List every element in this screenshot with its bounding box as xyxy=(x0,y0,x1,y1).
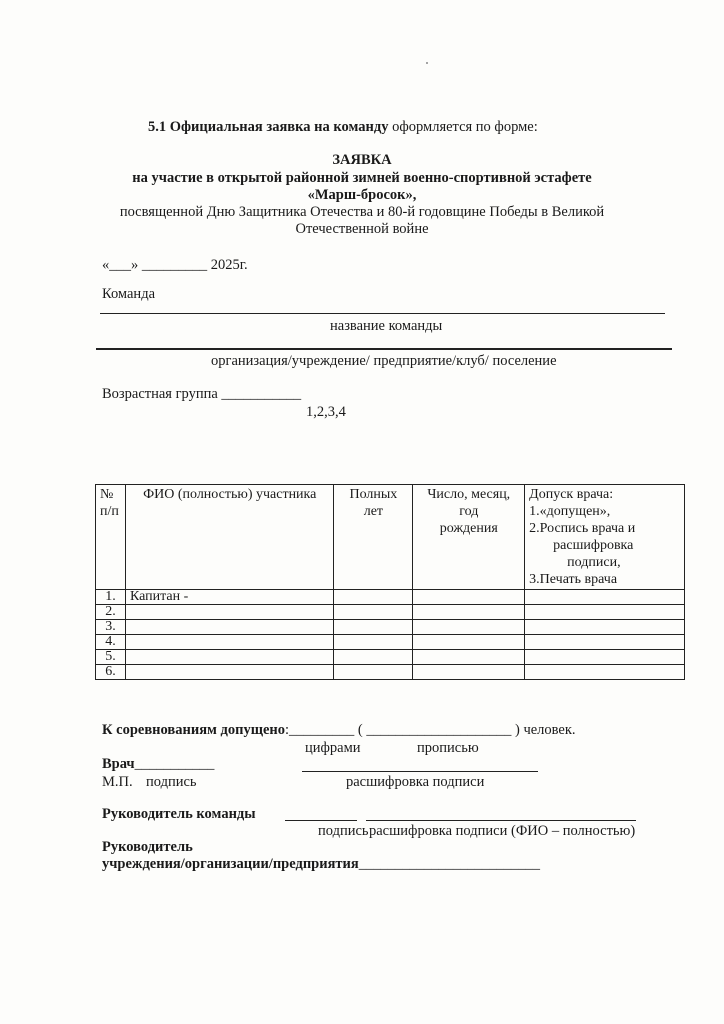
header-age-line: Полных xyxy=(349,487,398,502)
stamp-label: М.П. xyxy=(102,774,133,790)
header-num-line: п/п xyxy=(100,504,119,519)
row-name-cell[interactable]: Капитан - xyxy=(125,590,333,605)
table-row xyxy=(96,665,685,680)
heading-line-4: Отечественной войне xyxy=(295,221,429,237)
org-leader-label-2: учреждения/организации/предприятия xyxy=(102,856,359,872)
row-doctor-cell[interactable] xyxy=(525,605,685,620)
team-org-line[interactable] xyxy=(96,348,672,350)
row-dob-cell[interactable] xyxy=(413,590,525,605)
row-doctor-cell[interactable] xyxy=(525,665,685,680)
row-age-cell[interactable] xyxy=(334,605,413,620)
header-doctor-line: 2.Роспись врача и xyxy=(529,521,636,536)
row-dob-cell[interactable] xyxy=(413,605,525,620)
date-field[interactable]: «___» _________ 2025г. xyxy=(102,257,248,273)
table-row xyxy=(96,620,685,635)
org-leader-label-1: Руководитель xyxy=(102,839,193,855)
heading-line-2: «Марш-бросок», xyxy=(307,187,417,203)
header-doctor-line: Допуск врача: xyxy=(529,487,614,502)
header-doctor-line: подписи, xyxy=(567,555,621,570)
header-dob-line: Число, месяц, xyxy=(427,487,511,502)
row-name-cell[interactable] xyxy=(125,605,333,620)
row-doctor-cell[interactable] xyxy=(525,620,685,635)
row-dob-cell[interactable] xyxy=(413,635,525,650)
header-age xyxy=(334,485,413,590)
team-leader-label: Руководитель команды xyxy=(102,806,256,822)
row-age-cell[interactable] xyxy=(334,650,413,665)
row-name-cell[interactable] xyxy=(125,665,333,680)
team-leader-signature-line[interactable] xyxy=(285,820,357,821)
row-dob-cell[interactable] xyxy=(413,665,525,680)
admitted-line[interactable] xyxy=(102,722,576,739)
row-name-cell[interactable] xyxy=(125,620,333,635)
table-row xyxy=(96,635,685,650)
team-leader-decode-caption: расшифровка подписи (ФИО – полностью) xyxy=(369,823,636,839)
header-dob xyxy=(413,485,525,590)
row-age-cell[interactable] xyxy=(334,590,413,605)
header-dob-line: год xyxy=(459,504,479,519)
table-row xyxy=(96,590,685,605)
row-dob-cell[interactable] xyxy=(413,650,525,665)
participants-table xyxy=(95,484,685,680)
team-label: Команда xyxy=(102,286,156,302)
admitted-bold: К соревнованиям допущено xyxy=(102,722,286,738)
header-num-line: № xyxy=(100,487,114,502)
admitted-caption-words: прописью xyxy=(417,740,479,756)
row-num: 6. xyxy=(96,665,126,680)
header-doctor-line: 1.«допущен», xyxy=(529,504,611,519)
doctor-signature-caption: подпись xyxy=(146,774,197,790)
org-leader-line[interactable] xyxy=(102,856,540,873)
row-num: 3. xyxy=(96,620,126,635)
header-name-line: ФИО (полностью) участника xyxy=(143,487,317,502)
heading-line-3: посвященной Дню Защитника Отечества и 80-й годовщине Победы в Великой xyxy=(119,204,605,220)
header-num xyxy=(96,485,126,590)
header-doctor-line: 3.Печать врача xyxy=(529,572,618,587)
admitted-rest: :_________ ( ____________________ ) человек. xyxy=(285,722,576,738)
table-row xyxy=(96,650,685,665)
team-name-line[interactable] xyxy=(100,313,665,314)
row-dob-cell[interactable] xyxy=(413,620,525,635)
doctor-decode-caption: расшифровка подписи xyxy=(346,774,485,790)
header-age-line: лет xyxy=(363,504,384,519)
team-leader-signature-caption: подпись xyxy=(318,823,369,839)
doctor-label: Врач xyxy=(102,756,135,772)
row-age-cell[interactable] xyxy=(334,620,413,635)
row-name-cell[interactable] xyxy=(125,650,333,665)
row-age-cell[interactable] xyxy=(334,665,413,680)
intro-bold: 5.1 Официальная заявка на команду xyxy=(148,119,389,135)
table-row xyxy=(96,605,685,620)
doctor-line[interactable] xyxy=(102,756,214,773)
intro-rest: оформляется по форме: xyxy=(388,119,538,135)
team-org-caption: организация/учреждение/ предприятие/клуб/ поселение xyxy=(211,353,557,369)
row-name-cell[interactable] xyxy=(125,635,333,650)
org-leader-underscores: _________________________ xyxy=(358,856,541,872)
doctor-underscores: ___________ xyxy=(134,756,215,772)
row-num: 4. xyxy=(96,635,126,650)
doc-title: ЗАЯВКА xyxy=(332,152,392,168)
row-num: 5. xyxy=(96,650,126,665)
row-doctor-cell[interactable] xyxy=(525,590,685,605)
admitted-caption-digits: цифрами xyxy=(305,740,361,756)
scan-speck xyxy=(426,62,428,64)
row-doctor-cell[interactable] xyxy=(525,635,685,650)
row-num: 1. xyxy=(96,590,126,605)
intro-line xyxy=(148,119,538,136)
team-leader-decode-line[interactable] xyxy=(366,820,636,821)
table-header-row xyxy=(96,485,685,590)
age-group-hint: 1,2,3,4 xyxy=(306,404,346,420)
age-group-field[interactable]: Возрастная группа ___________ xyxy=(102,386,302,402)
header-dob-line: рождения xyxy=(439,521,498,536)
heading-line-1: на участие в открытой районной зимней военно-спортивной эстафете xyxy=(132,170,592,186)
row-doctor-cell[interactable] xyxy=(525,650,685,665)
header-doctor xyxy=(525,485,685,590)
row-age-cell[interactable] xyxy=(334,635,413,650)
row-num: 2. xyxy=(96,605,126,620)
header-name xyxy=(125,485,333,590)
team-name-caption: название команды xyxy=(330,318,443,334)
doctor-decode-line[interactable] xyxy=(302,771,538,772)
header-doctor-line: расшифровка xyxy=(553,538,634,553)
